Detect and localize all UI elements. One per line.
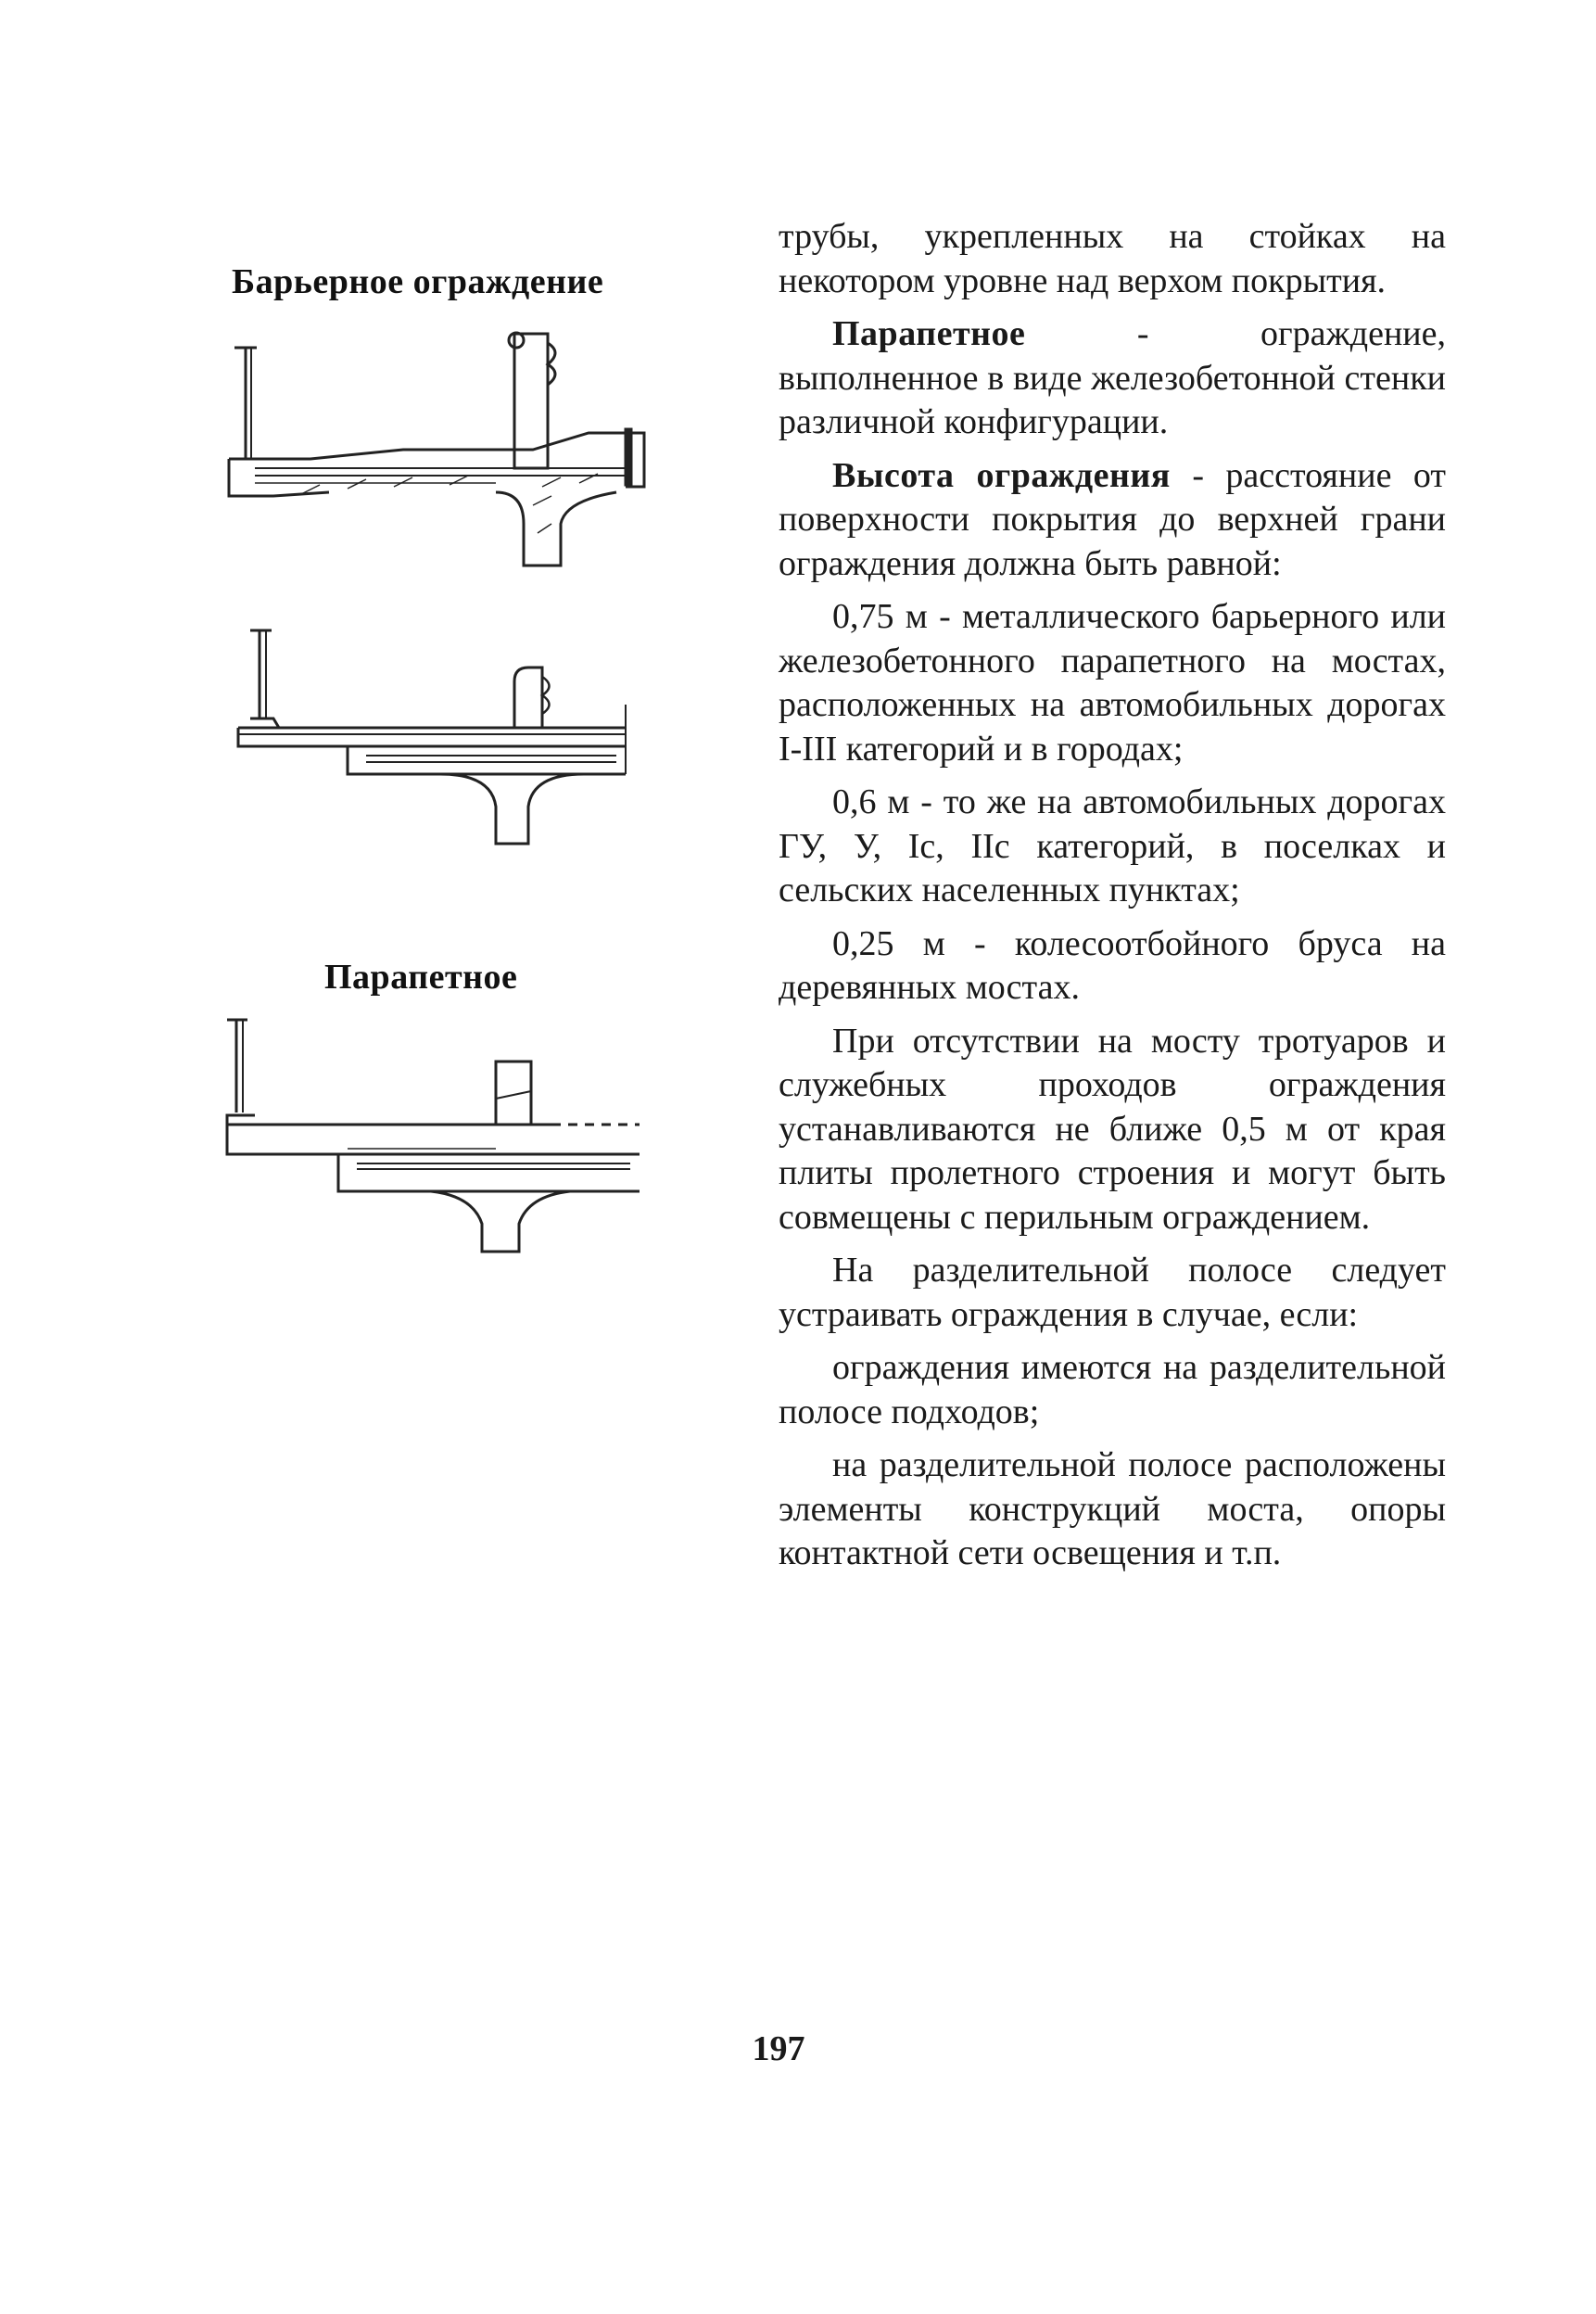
paragraph-8: На разделительной полосе следует устраивать ограждения в случае, если: <box>779 1251 1446 1334</box>
paragraph-4: 0,75 м - металлического барьерного или железобетонного парапетного на мостах, расположенных на автомобильных дорогах I-III категорий и в городах; <box>779 597 1446 769</box>
paragraph-2-text: - ограждение, выполненное в виде железобетонной стенки различной конфигурации. <box>779 314 1446 441</box>
barrier-fence-drawing-2 <box>218 621 663 871</box>
paragraph-6: 0,25 м - колесоотбойного бруса на деревянных мостах. <box>779 923 1446 1007</box>
barrier-fence-drawing-1 <box>218 329 663 579</box>
body-text-column <box>779 215 1446 1585</box>
paragraph-10: на разделительной полосе расположены элементы конструкций моста, опоры контактной сети освещения и т.п. <box>779 1445 1446 1572</box>
paragraph-7: При отсутствии на мосту тротуаров и служебных проходов ограждения устанавливаются не ближе 0,5 м от края плиты пролетного строения и могут быть совмещены с перильным ограждением. <box>779 1021 1446 1237</box>
paragraph-2 <box>779 312 1446 445</box>
paragraph-3 <box>779 454 1446 587</box>
barrier-fence-title: Барьерное ограждение <box>232 262 604 301</box>
term-parapet: Парапетное <box>832 314 1026 353</box>
page-number: 197 <box>752 2029 805 2068</box>
paragraph-1: трубы, укрепленных на стойках на некотором уровне над верхом покрытия. <box>779 217 1446 300</box>
parapet-fence-drawing <box>218 1006 663 1284</box>
paragraph-9: ограждения имеются на разделительной полосе подходов; <box>779 1348 1446 1431</box>
paragraph-3-text: - расстояние от поверхности покрытия до верхней грани ограждения должна быть равной: <box>779 455 1446 583</box>
barrier-fence-svg-2 <box>218 621 663 871</box>
term-fence-height: Высота ограждения <box>832 455 1171 495</box>
barrier-fence-svg-1 <box>218 329 663 579</box>
paragraph-5: 0,6 м - то же на автомобильных дорогах ГУ, У, Iс, IIс категорий, в поселках и сельских населенных пунктах; <box>779 782 1446 909</box>
parapet-fence-svg <box>218 1006 663 1284</box>
parapet-fence-title: Парапетное <box>324 958 518 997</box>
